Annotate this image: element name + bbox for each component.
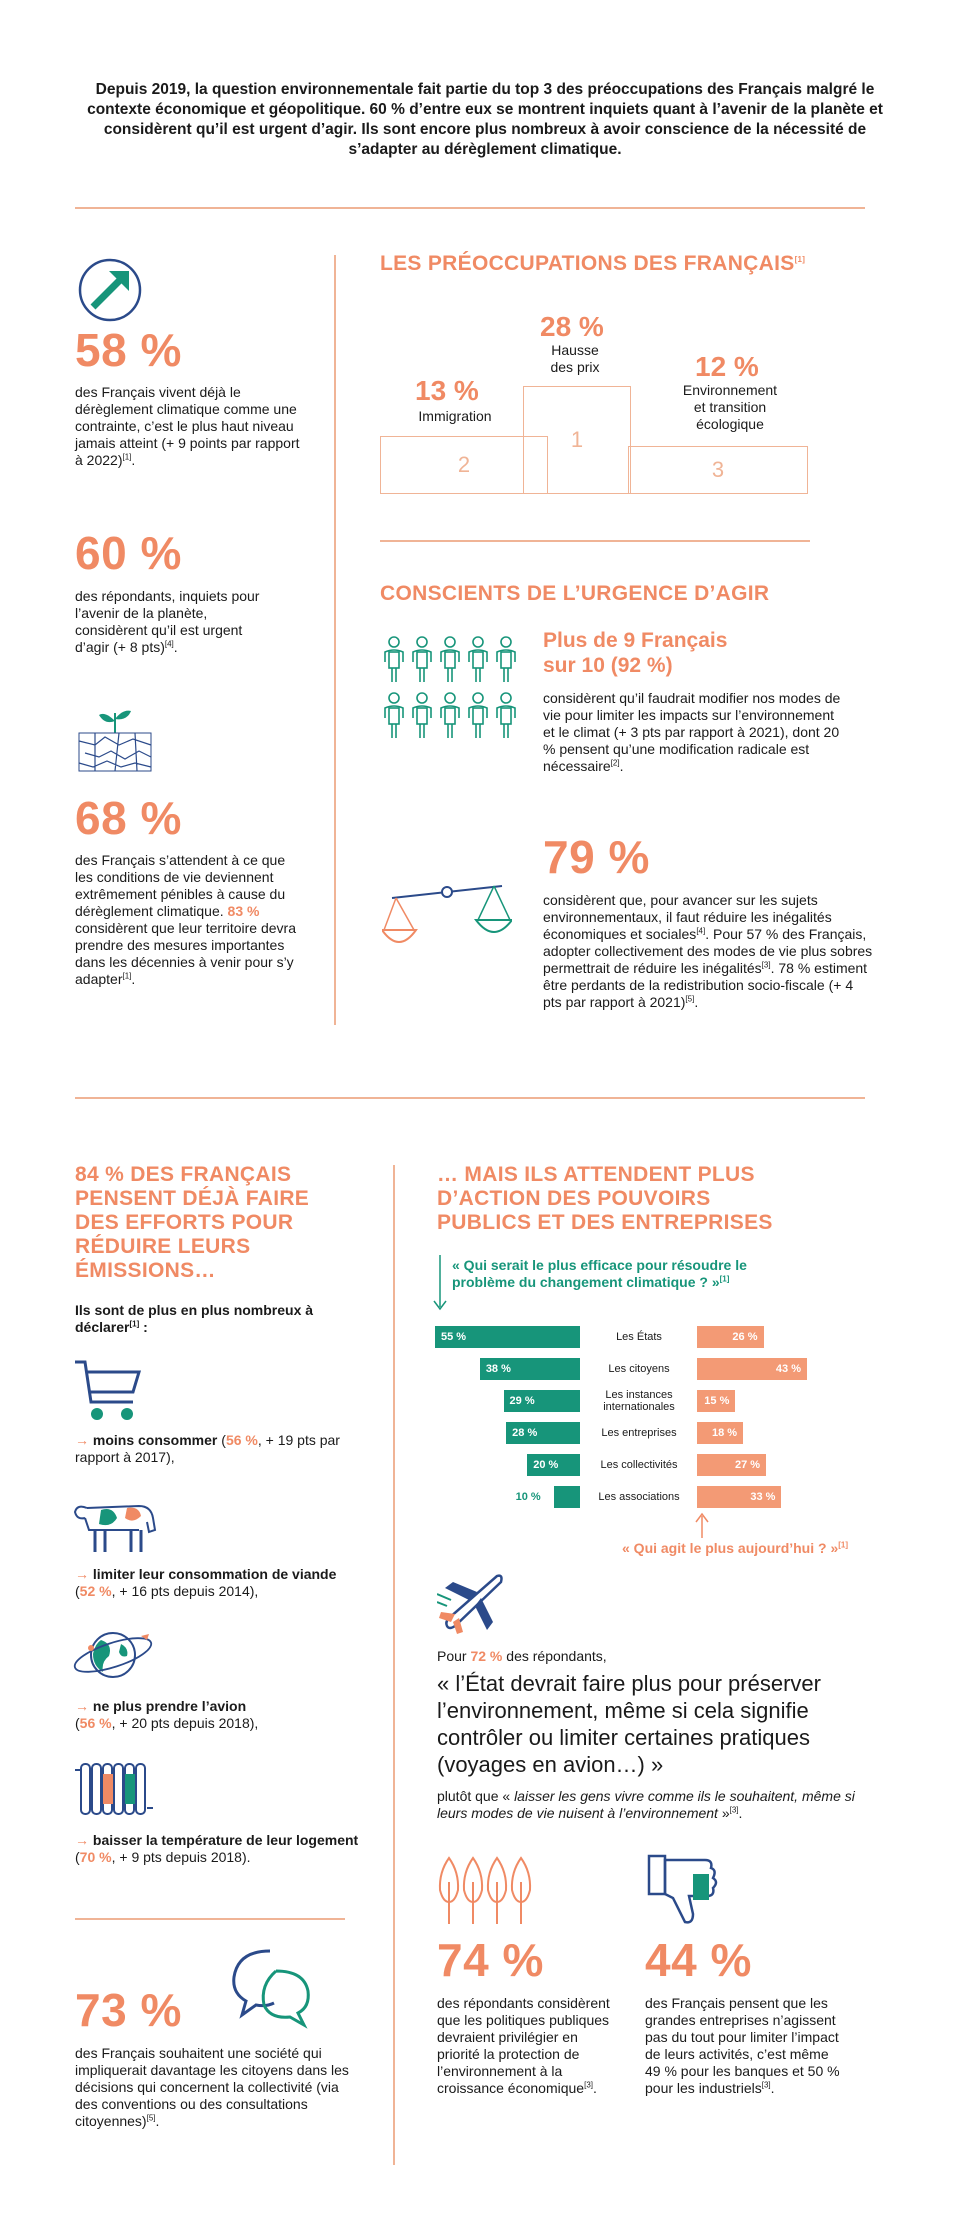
chart-question-2-ref: [1] (838, 1540, 849, 1550)
bar-agit-label-1: 43 % (775, 1363, 801, 1375)
stat-44-ref: [3] (761, 2080, 771, 2090)
bar-efficace-label-3: 28 % (512, 1427, 538, 1439)
state-rather-pre: plutôt que « (437, 1788, 515, 1804)
effort-4-arrow-icon: → (75, 1832, 89, 1848)
person-figure-shape (501, 708, 511, 724)
divider-top (75, 207, 865, 209)
effort-3-label: ne plus prendre l’avion (92, 1698, 247, 1714)
stat-68-ref: [1] (122, 971, 132, 981)
podium-third-label1: Environnement (682, 382, 778, 398)
stat-79-desc2: . Pour 57 % des Français, adopter collectivement des modes de vie plus sobres permettrait de réduire les inégalités (543, 926, 873, 976)
state-rather (437, 1788, 857, 1822)
stat-68-desc2: considèrent que leur territoire devra prendre des mesures importantes dans les décennies à venir pour s’y adapter (75, 920, 297, 987)
stat-58-value: 58 % (75, 324, 182, 376)
state-rather-end: » (717, 1805, 730, 1821)
podium-second-label: Immigration (418, 408, 492, 424)
podium-block-2: 2 (380, 436, 548, 494)
effort-2-arrow-icon: → (75, 1566, 89, 1582)
bar-efficace-1 (480, 1358, 580, 1380)
bar-agit-label-2: 15 % (704, 1395, 730, 1407)
podium-third-label (665, 382, 795, 433)
podium-third-label3: écologique (696, 416, 764, 432)
action-title-2: D’ACTION DES POUVOIRS (437, 1187, 711, 1210)
divider-efforts (75, 1918, 345, 1920)
effort-item-4 (75, 1832, 360, 1866)
bar-agit-2 (697, 1390, 735, 1412)
bar-category-label-0 (584, 1331, 694, 1343)
bar-category-label-2 (584, 1389, 694, 1413)
person-figure-shape (445, 693, 455, 703)
state-ref: [3] (729, 1805, 739, 1815)
divider-vertical-1 (334, 255, 336, 1025)
effort-4-paren: ( (75, 1849, 80, 1865)
bar-efficace-5 (554, 1486, 580, 1508)
radiator-icon (73, 1756, 153, 1822)
action-title-3: PUBLICS ET DES ENTREPRISES (437, 1211, 773, 1234)
stat-68-end: . (131, 971, 136, 987)
stat-44-text (645, 1995, 840, 2097)
urgence-headline1: Plus de 9 Français (543, 629, 728, 652)
bar-agit-5 (697, 1486, 781, 1508)
state-pct: 72 % (470, 1648, 503, 1664)
bar-agit-label-3: 18 % (711, 1427, 738, 1439)
podium-third-value: 12 % (695, 351, 759, 382)
stat-79-desc3: . 78 % estiment être perdants de la redistribution socio-fiscale (+ 4 pts par rapport à 2021) (543, 960, 868, 1010)
bar-agit-label-0: 26 % (732, 1331, 758, 1343)
urgence-end: . (619, 758, 624, 774)
chart-question-1-ref: [1] (719, 1274, 730, 1284)
podium-first-label1: Hausse (551, 342, 599, 358)
stat-60-value: 60 % (75, 527, 182, 579)
effort-item-1 (75, 1432, 355, 1466)
person-figure-shape (389, 637, 399, 647)
stat-60-end: . (173, 639, 178, 655)
person-figure-shape (501, 693, 511, 703)
effort-1-rest: , + 19 pts par rapport à 2017), (75, 1432, 340, 1465)
podium-block-3: 3 (628, 446, 808, 494)
person-figure-shape (417, 637, 427, 647)
person-figure-shape (417, 708, 427, 724)
stat-60-text (75, 588, 275, 656)
bar-efficace-label-2: 29 % (509, 1395, 535, 1407)
people-group-icon (380, 630, 520, 745)
effort-item-2 (75, 1566, 355, 1600)
stat-74-value: 74 % (437, 1934, 544, 1986)
effort-4-pct: 70 % (79, 1849, 112, 1865)
state-rather-italic: laisser les gens vivre comme ils le souhaitent, même si leurs modes de vie nuisent à l’environnement (437, 1788, 855, 1821)
efforts-intro-ref: [1] (129, 1319, 140, 1329)
person-figure-shape (389, 708, 399, 724)
stat-73-text (75, 2045, 365, 2130)
bar-category-line: Les citoyens (608, 1363, 670, 1375)
efforts-title-2: PENSENT DÉJÀ FAIRE (75, 1187, 310, 1210)
scale-balance-icon (382, 870, 512, 960)
stat-79-value: 79 % (543, 831, 650, 883)
stat-60-ref: [4] (164, 639, 174, 649)
chart-question-1 (452, 1257, 812, 1291)
person-figure-shape (417, 693, 427, 703)
bar-efficace-label-1: 38 % (485, 1363, 511, 1375)
bar-agit-4 (697, 1454, 766, 1476)
preoccupations-title (380, 252, 805, 276)
stat-73-desc: des Français souhaitent une société qui impliquerait davantage les citoyens dans les décisions qui concernent la collectivité (via des conventions ou des consultations citoyennes) (75, 2045, 349, 2129)
bar-agit-label-4: 27 % (734, 1459, 761, 1471)
effort-1-label: moins consommer (92, 1432, 218, 1448)
bar-efficace-4 (527, 1454, 580, 1476)
radiator-shape (103, 1774, 113, 1804)
growth-arrow-icon (75, 255, 145, 325)
person-figure-shape (417, 652, 427, 668)
divider-vertical-2 (393, 1165, 395, 2165)
person-figure-shape (445, 708, 455, 724)
state-end: . (738, 1805, 743, 1821)
stat-58-end: . (131, 452, 136, 468)
chart-question-2-text: « Qui agit le plus aujourd’hui ? » (622, 1540, 839, 1556)
bar-category-line: Les entreprises (601, 1427, 677, 1439)
bar-category-line: Les associations (598, 1491, 680, 1503)
urgence-ref: [2] (610, 758, 620, 768)
urgence-text (543, 690, 843, 775)
bar-agit-label-5: 33 % (750, 1491, 776, 1503)
efforts-title-5: ÉMISSIONS… (75, 1259, 216, 1282)
bar-category-line: Les instances (605, 1389, 673, 1401)
stat-79-ref3: [5] (685, 994, 695, 1004)
bar-category-label-1 (584, 1363, 694, 1375)
effort-3-pct: 56 % (79, 1715, 112, 1731)
stat-73-value: 73 % (75, 1984, 182, 2036)
state-intro (437, 1648, 607, 1665)
radiator-shape (125, 1774, 135, 1804)
radiator-shape (92, 1764, 101, 1814)
bar-efficace-2 (504, 1390, 580, 1412)
efforts-title-3: DES EFFORTS POUR (75, 1211, 294, 1234)
state-pre: Pour (437, 1648, 471, 1664)
stat-44-value: 44 % (645, 1934, 752, 1986)
efforts-title-1: 84 % DES FRANÇAIS (75, 1163, 292, 1186)
stat-73-ref: [5] (146, 2113, 156, 2123)
stat-74-text (437, 1995, 612, 2097)
bar-category-label-4 (584, 1459, 694, 1471)
divider-middle (75, 1097, 865, 1099)
arrow-down-icon (432, 1255, 448, 1315)
preoccupations-title-text: LES PRÉOCCUPATIONS DES FRANÇAIS (380, 252, 795, 275)
stat-74-ref: [3] (584, 2080, 593, 2090)
effort-2-rest: , + 16 pts depuis 2014), (111, 1583, 259, 1599)
effort-2-paren: ( (75, 1583, 80, 1599)
stat-68-text (75, 852, 305, 988)
effort-4-label: baisser la température de leur logement (92, 1832, 359, 1848)
divider-podium (380, 540, 810, 542)
preoccupations-ref: [1] (794, 255, 806, 264)
intro-text: Depuis 2019, la question environnementale fait partie du top 3 des préoccupations des Français malgré le contexte économique et géopolitique. 60 % d’entre eux se montrent inquiets quant à l’avenir de la planète et considèrent qu’il est urgent d’agir. Ils sont encore plus nombreux à avoir conscience de la nécessité de s’adapter au dérèglement climatique. (87, 81, 883, 158)
state-quote: « l’État devrait faire plus pour préserver l’environnement, même si cela signifie contrôler ou limiter certaines pratiques (voyages en avion…) » (437, 1671, 821, 1777)
stat-79-ref1: [4] (696, 926, 706, 936)
bar-category-label-3 (584, 1427, 694, 1439)
stat-73-end: . (155, 2113, 160, 2129)
trees-icon (437, 1852, 537, 1930)
stat-79-desc: considèrent que, pour avancer sur les sujets environnementaux, il faut réduire les inégalités économiques et sociales (543, 892, 832, 942)
stat-68-desc: des Français s’attendent à ce que les conditions de vie deviennent extrêmement pénibles à cause du dérèglement climatique. (75, 852, 286, 919)
action-title (437, 1163, 773, 1235)
podium-first-label (525, 342, 625, 376)
person-figure-shape (501, 652, 511, 668)
state-post: des répondants, (502, 1648, 607, 1664)
action-title-1: … MAIS ILS ATTENDENT PLUS (437, 1163, 755, 1186)
efforts-title-4: RÉDUIRE LEURS (75, 1235, 251, 1258)
stat-79-text (543, 892, 873, 1011)
person-figure-shape (445, 652, 455, 668)
stat-60-desc: des répondants, inquiets pour l’avenir de la planète, considèrent qu’il est urgent d’agir (+ 8 pts) (75, 588, 260, 655)
person-figure-shape (473, 637, 483, 647)
thumbs-down-icon (645, 1852, 735, 1932)
stat-58-desc: des Français vivent déjà le dérèglement climatique comme une contrainte, c’est le plus haut niveau jamais atteint (+ 9 points par rapport à 2022) (75, 384, 300, 468)
bar-efficace-0 (435, 1326, 580, 1348)
podium-block-1: 1 (523, 386, 631, 494)
person-figure-shape (389, 693, 399, 703)
efforts-intro-end: : (139, 1319, 148, 1335)
stat-44-desc: des Français pensent que les grandes entreprises n’agissent pas du tout pour limiter l’impact de leurs activités, c’est même 49 % pour les banques et 50 % pour les industriels (645, 1995, 840, 2096)
podium-third-label2: et transition (693, 399, 767, 415)
radiator-shape (136, 1764, 145, 1814)
efforts-intro-text: Ils sont de plus en plus nombreux à déclarer (75, 1302, 314, 1335)
urgence-desc: considèrent qu’il faudrait modifier nos modes de vie pour limiter les impacts sur l’environnement et le climat (+ 3 pts par rapport à 2021), dont 20 % pensent qu’une modification radicale est nécessaire (543, 690, 841, 774)
urgence-title: CONSCIENTS DE L’URGENCE D’AGIR (380, 582, 770, 605)
bar-category-label-5 (584, 1491, 694, 1503)
bar-chart (435, 1318, 835, 1518)
stat-68-value: 68 % (75, 792, 182, 844)
urgence-headline2: sur 10 (92 %) (543, 654, 673, 677)
airplane-icon (437, 1570, 507, 1636)
stat-83-highlight: 83 % (227, 903, 260, 919)
bar-efficace-3 (506, 1422, 580, 1444)
effort-1-paren: ( (221, 1432, 226, 1448)
podium-first-value: 28 % (540, 311, 604, 342)
effort-item-3 (75, 1698, 355, 1732)
bar-efficace-label-4: 20 % (533, 1459, 559, 1471)
podium-first-label2: des prix (550, 359, 600, 375)
chart-question-1-text: « Qui serait le plus efficace pour résoudre le problème du changement climatique ? » (452, 1257, 747, 1290)
effort-2-pct: 52 % (79, 1583, 112, 1599)
bar-efficace-label-5: 10 % (515, 1491, 541, 1503)
person-figure-shape (501, 637, 511, 647)
person-figure-shape (473, 652, 483, 668)
bar-agit-3 (697, 1422, 743, 1444)
stat-44-end: . (770, 2080, 775, 2096)
efforts-intro (75, 1302, 345, 1336)
effort-1-pct: 56 % (225, 1432, 258, 1448)
stat-79-ref2: [3] (761, 960, 771, 970)
stat-79-end: . (694, 994, 699, 1010)
bar-category-line: Les États (616, 1331, 662, 1343)
stat-74-desc: des répondants considèrent que les politiques publiques devraient privilégier en priorité la protection de l’environnement à la croissance économique (437, 1995, 610, 2096)
effort-2-label: limiter leur consommation de viande (92, 1566, 337, 1582)
dry-soil-plant-icon (75, 705, 155, 775)
bar-category-line: Les collectivités (600, 1459, 678, 1471)
effort-3-paren: ( (75, 1715, 80, 1731)
person-figure-shape (473, 693, 483, 703)
speech-bubbles-icon (220, 1945, 320, 2030)
efforts-title (75, 1163, 309, 1283)
bar-category-line: internationales (603, 1401, 675, 1413)
radiator-shape (114, 1764, 123, 1814)
effort-3-arrow-icon: → (75, 1698, 89, 1714)
effort-3-rest: , + 20 pts depuis 2018), (111, 1715, 259, 1731)
chart-question-2 (622, 1540, 848, 1556)
stat-74-end: . (593, 2080, 597, 2096)
bar-efficace-label-0: 55 % (441, 1331, 467, 1343)
bar-agit-0 (697, 1326, 764, 1348)
radiator-shape (81, 1764, 90, 1814)
urgence-headline (543, 628, 727, 678)
podium-second-value: 13 % (415, 375, 479, 406)
effort-4-rest: , + 9 pts depuis 2018). (111, 1849, 251, 1865)
stat-58-text (75, 384, 300, 469)
stat-58-ref: [1] (122, 452, 132, 462)
cow-icon (73, 1490, 163, 1556)
person-figure-shape (389, 652, 399, 668)
effort-1-arrow-icon: → (75, 1432, 89, 1448)
bar-agit-1 (697, 1358, 807, 1380)
shopping-cart-icon (73, 1358, 145, 1424)
person-figure-shape (445, 637, 455, 647)
person-figure-shape (473, 708, 483, 724)
arrow-up-icon (694, 1512, 710, 1538)
globe-plane-icon (73, 1622, 157, 1688)
